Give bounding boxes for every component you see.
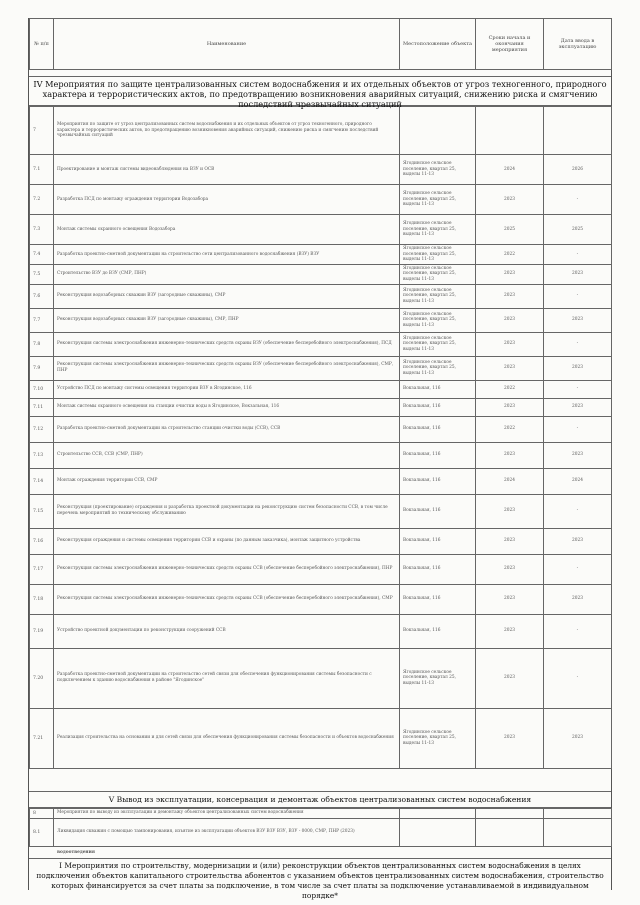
row-start bbox=[476, 107, 544, 155]
row-start: 2023 bbox=[476, 442, 544, 468]
section-6-title: I Мероприятия по строительству, модернизации и (или) реконструкции объектов централизованных систем водоснабжения в целях подключения объектов капитального строительства абонентов с указанием объектов централизованных систем водоснабжения, строительство которых финансируется за счет платы за подключение, в том числе за счет платы за подключение устанавливаемой в индивидуальном порядке* bbox=[36, 861, 604, 901]
row-name: Разработка проектно-сметной документации на строительство сетей связи для обеспечения функционирования системы безопасности с подключением к зданию водоснабжения в районе "Ягодинское" bbox=[54, 648, 400, 708]
header-start: Сроки начала и окончания мероприятия bbox=[476, 19, 544, 70]
row-end: - bbox=[544, 614, 612, 648]
row-start: 2023 bbox=[476, 708, 544, 768]
table-row bbox=[30, 494, 612, 528]
row-num: 7.21 bbox=[30, 708, 54, 768]
measures-table-body bbox=[30, 107, 612, 769]
row-end: - bbox=[544, 648, 612, 708]
row-end: - bbox=[544, 494, 612, 528]
measures-table bbox=[29, 106, 612, 769]
row-name: Строительство ВЗУ до ВЗУ (СМР, ПНР) bbox=[54, 264, 400, 284]
row-end: 2023 bbox=[544, 442, 612, 468]
table-row bbox=[30, 614, 612, 648]
sec5-row-name: Мероприятия по выводу из эксплуатации и демонтажу объектов централизованных систем водоснабжения bbox=[54, 808, 400, 818]
sec5-table-body bbox=[30, 808, 612, 846]
sec5-empty-cell bbox=[544, 808, 612, 818]
row-name: Мероприятия по защите от угроз централизованных систем водоснабжения и их отдельных объектов от угроз техногенного, природного характера и террористических актов, по предотвращению возникновения аварийных ситуаций, снижению риска и смягчению последствий чрезвычайных ситуаций bbox=[54, 107, 400, 155]
row-location: Вокзальная, 116 bbox=[400, 554, 476, 584]
row-location: Ягодинское сельское поселение, квартал 25, выделы 11-13 bbox=[400, 332, 476, 356]
section-4-title: IV Мероприятия по защите централизованных систем водоснабжения и их отдельных объектов от угроз техногенного, природного характера и террористических актов, по предотвращению возникновения аварийных ситуаций, снижению риска и смягчению последствий чрезвычайных ситуаций bbox=[29, 76, 611, 106]
row-end bbox=[544, 107, 612, 155]
section-5-title: V Вывод из эксплуатации, консервация и демонтаж объектов централизованных систем водоснабжения bbox=[29, 791, 611, 808]
row-num: 7.20 bbox=[30, 648, 54, 708]
row-start: 2023 bbox=[476, 494, 544, 528]
table-row bbox=[30, 584, 612, 614]
table-row bbox=[30, 155, 612, 185]
row-start: 2023 bbox=[476, 185, 544, 215]
sec5-empty-cell bbox=[476, 818, 544, 846]
sec5-empty-cell bbox=[544, 818, 612, 846]
row-start: 2023 bbox=[476, 614, 544, 648]
table-row bbox=[30, 356, 612, 380]
table-row bbox=[30, 284, 612, 308]
sec5-note: водоотведения bbox=[29, 847, 611, 860]
row-location: Ягодинское сельское поселение, квартал 25, выделы 11-13 bbox=[400, 708, 476, 768]
row-start: 2024 bbox=[476, 468, 544, 494]
row-location: Вокзальная, 116 bbox=[400, 494, 476, 528]
table-row bbox=[30, 554, 612, 584]
row-start: 2023 bbox=[476, 308, 544, 332]
row-end: 2023 bbox=[544, 264, 612, 284]
row-num: 7.10 bbox=[30, 380, 54, 398]
row-end: 2023 bbox=[544, 398, 612, 416]
row-end: 2026 bbox=[544, 155, 612, 185]
row-num: 7.1 bbox=[30, 155, 54, 185]
row-start: 2022 bbox=[476, 416, 544, 442]
row-location: Ягодинское сельское поселение, квартал 25, выделы 11-13 bbox=[400, 185, 476, 215]
row-name: Разработка проектно-сметной документации на строительство станции очистки воды (ССВ), ССВ bbox=[54, 416, 400, 442]
row-end: - bbox=[544, 554, 612, 584]
row-num: 7 bbox=[30, 107, 54, 155]
row-end: - bbox=[544, 245, 612, 265]
sec5-row-num: 8.1 bbox=[30, 818, 54, 846]
row-start: 2024 bbox=[476, 155, 544, 185]
row-end: 2023 bbox=[544, 708, 612, 768]
row-num: 7.3 bbox=[30, 215, 54, 245]
row-num: 7.4 bbox=[30, 245, 54, 265]
row-end: 2023 bbox=[544, 528, 612, 554]
row-location: Ягодинское сельское поселение, квартал 25, выделы 11-13 bbox=[400, 284, 476, 308]
row-start: 2023 bbox=[476, 554, 544, 584]
row-num: 7.19 bbox=[30, 614, 54, 648]
row-name: Монтаж системы охранного освещения Водозабора bbox=[54, 215, 400, 245]
row-start: 2025 bbox=[476, 215, 544, 245]
header-num: № п/п bbox=[30, 19, 54, 70]
row-end: - bbox=[544, 380, 612, 398]
row-num: 7.17 bbox=[30, 554, 54, 584]
row-end: 2024 bbox=[544, 468, 612, 494]
row-location: Вокзальная, 116 bbox=[400, 380, 476, 398]
row-name: Монтаж ограждения территории ССВ, СМР bbox=[54, 468, 400, 494]
row-name: Реконструкция системы электроснабжения инженерно-технических средств охраны ССВ (обеспечение бесперебойного электроснабжения), ПНР bbox=[54, 554, 400, 584]
row-start: 2023 bbox=[476, 584, 544, 614]
sec5-empty-cell bbox=[400, 818, 476, 846]
row-end: 2023 bbox=[544, 584, 612, 614]
row-location: Вокзальная, 116 bbox=[400, 614, 476, 648]
row-location: Вокзальная, 116 bbox=[400, 584, 476, 614]
row-start: 2023 bbox=[476, 284, 544, 308]
row-location: Вокзальная, 116 bbox=[400, 442, 476, 468]
table-row bbox=[30, 332, 612, 356]
table-row bbox=[30, 380, 612, 398]
row-name: Реконструкция (проектирование) ограждения и разработка проектной документации на реконструкцию систем безопасности ССВ, в том числе перечень мероприятий по техническому обслуживанию bbox=[54, 494, 400, 528]
row-name: Проектирование и монтаж системы видеонаблюдения на ВЗУ и ОСВ bbox=[54, 155, 400, 185]
table-row bbox=[30, 264, 612, 284]
sec5-table bbox=[29, 808, 612, 847]
sec5-row-num: 8 bbox=[30, 808, 54, 818]
table-row bbox=[30, 185, 612, 215]
table-row bbox=[30, 528, 612, 554]
row-num: 7.15 bbox=[30, 494, 54, 528]
row-num: 7.8 bbox=[30, 332, 54, 356]
header-name: Наименование bbox=[54, 19, 400, 70]
row-location: Ягодинское сельское поселение, квартал 25, выделы 11-13 bbox=[400, 648, 476, 708]
table-row bbox=[30, 245, 612, 265]
header-table bbox=[29, 18, 612, 70]
row-location: Вокзальная, 116 bbox=[400, 416, 476, 442]
row-num: 7.12 bbox=[30, 416, 54, 442]
row-start: 2022 bbox=[476, 245, 544, 265]
table-row bbox=[30, 107, 612, 155]
row-location: Ягодинское сельское поселение, квартал 25, выделы 11-13 bbox=[400, 215, 476, 245]
sec5-row bbox=[30, 818, 612, 846]
row-num: 7.16 bbox=[30, 528, 54, 554]
header-done: Дата ввода в эксплуатацию bbox=[544, 19, 612, 70]
row-location: Ягодинское сельское поселение, квартал 25, выделы 11-13 bbox=[400, 356, 476, 380]
table-row bbox=[30, 398, 612, 416]
row-location: Ягодинское сельское поселение, квартал 25, выделы 11-13 bbox=[400, 245, 476, 265]
row-num: 7.14 bbox=[30, 468, 54, 494]
sec5-row-name: Ликвидация скважин с помощью тампонирования, изъятие из эксплуатации объектов ВЗУ ВЗУ ВЗУ, ВЗУ - 0000, СМР, ПНР (2023) bbox=[54, 818, 400, 846]
row-num: 7.6 bbox=[30, 284, 54, 308]
row-num: 7.7 bbox=[30, 308, 54, 332]
row-location: Ягодинское сельское поселение, квартал 25, выделы 11-13 bbox=[400, 264, 476, 284]
row-name: Реконструкция водозаборных скважин ВЗУ (загородные скважины), СМР bbox=[54, 284, 400, 308]
row-start: 2023 bbox=[476, 332, 544, 356]
table-row bbox=[30, 442, 612, 468]
row-end: 2023 bbox=[544, 356, 612, 380]
header-row bbox=[30, 19, 612, 70]
table-row bbox=[30, 308, 612, 332]
sec5-row bbox=[30, 808, 612, 818]
row-name: Строительство ССВ, ССВ (СМР, ПНР) bbox=[54, 442, 400, 468]
table-row bbox=[30, 648, 612, 708]
row-location: Ягодинское сельское поселение, квартал 25, выделы 11-13 bbox=[400, 308, 476, 332]
row-location: Вокзальная, 116 bbox=[400, 468, 476, 494]
row-name: Реконструкция ограждения и системы освещения территории ССВ и охраны (по данным заказчика), монтаж защитного устройства bbox=[54, 528, 400, 554]
row-location: Вокзальная, 116 bbox=[400, 398, 476, 416]
table-row bbox=[30, 708, 612, 768]
row-num: 7.5 bbox=[30, 264, 54, 284]
header-location: Местоположение объекта bbox=[400, 19, 476, 70]
row-location: Вокзальная, 116 bbox=[400, 528, 476, 554]
document-frame bbox=[28, 18, 612, 901]
row-name: Реализация строительства на основании и для сетей связи для обеспечения функционирования системы безопасности и объектов водоснабжения bbox=[54, 708, 400, 768]
row-name: Устройство проектной документации по реконструкции сооружений ССВ bbox=[54, 614, 400, 648]
row-end: - bbox=[544, 284, 612, 308]
table-row bbox=[30, 215, 612, 245]
row-start: 2023 bbox=[476, 398, 544, 416]
row-name: Монтаж системы охранного освещения на станции очистки воды в Ягодинское, Вокзальная, 116 bbox=[54, 398, 400, 416]
table-row bbox=[30, 468, 612, 494]
row-end: - bbox=[544, 332, 612, 356]
row-num: 7.13 bbox=[30, 442, 54, 468]
table-row bbox=[30, 416, 612, 442]
row-num: 7.11 bbox=[30, 398, 54, 416]
row-start: 2023 bbox=[476, 264, 544, 284]
row-end: - bbox=[544, 185, 612, 215]
sec5-empty-cell bbox=[476, 808, 544, 818]
row-start: 2023 bbox=[476, 356, 544, 380]
row-num: 7.9 bbox=[30, 356, 54, 380]
row-name: Разработка ПСД по монтажу ограждения территории Водозабора bbox=[54, 185, 400, 215]
row-name: Устройство ПСД по монтажу системы освещения территории ВЗУ в Ягодинское, 116 bbox=[54, 380, 400, 398]
row-end: - bbox=[544, 416, 612, 442]
row-start: 2023 bbox=[476, 648, 544, 708]
row-num: 7.2 bbox=[30, 185, 54, 215]
row-name: Реконструкция системы электроснабжения инженерно-технических средств охраны ВЗУ (обеспечение бесперебойного электроснабжения), СМР, ПНР bbox=[54, 356, 400, 380]
row-end: 2023 bbox=[544, 308, 612, 332]
sec5-empty-cell bbox=[400, 808, 476, 818]
row-num: 7.18 bbox=[30, 584, 54, 614]
row-name: Реконструкция системы электроснабжения инженерно-технических средств охраны ССВ (обеспечение бесперебойного электроснабжения), СМР bbox=[54, 584, 400, 614]
row-name: Реконструкция системы электроснабжения инженерно-технических средств охраны ВЗУ (обеспечение бесперебойного электроснабжения), ПСД bbox=[54, 332, 400, 356]
row-end: 2025 bbox=[544, 215, 612, 245]
row-name: Реконструкция водозаборных скважин ВЗУ (загородные скважины), СМР, ПНР bbox=[54, 308, 400, 332]
row-start: 2023 bbox=[476, 528, 544, 554]
row-location bbox=[400, 107, 476, 155]
row-name: Разработка проектно-сметной документации на строительство сети централизованного водоснабжения (ВЗУ) ВЗУ bbox=[54, 245, 400, 265]
row-location: Ягодинское сельское поселение, квартал 25, выделы 11-13 bbox=[400, 155, 476, 185]
row-start: 2022 bbox=[476, 380, 544, 398]
